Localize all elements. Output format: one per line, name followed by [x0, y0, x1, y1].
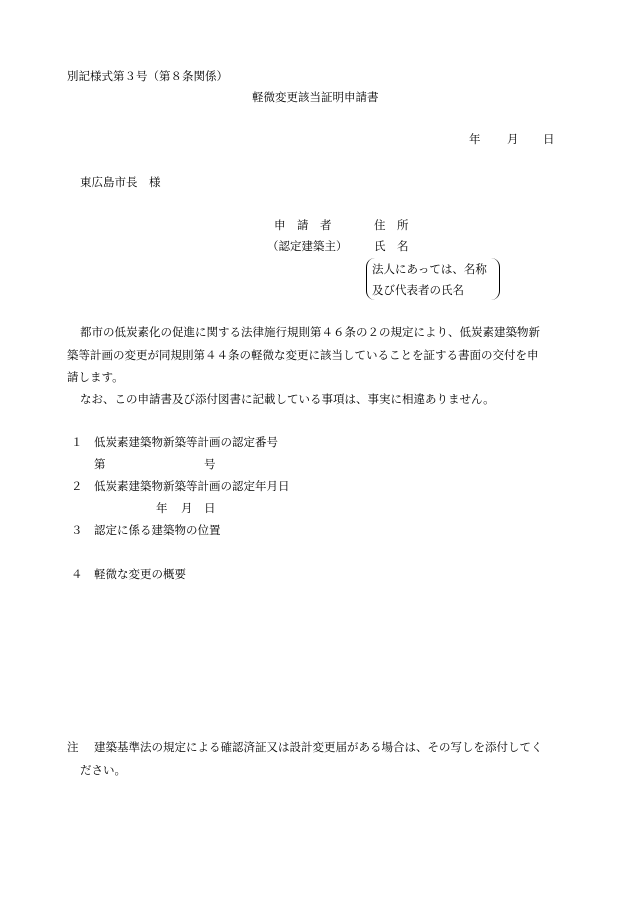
addressee: 東広島市長 様 — [80, 175, 161, 189]
applicant-role-note: （認定建築主） — [267, 239, 348, 253]
item4-number: ４ — [71, 567, 83, 581]
item3-number: ３ — [71, 523, 83, 537]
body-para2: なお、この申請書及び添付図書に記載している事項は、事実に相違ありません。 — [80, 392, 495, 406]
item2-month: 月 — [181, 501, 193, 515]
item2-number: ２ — [71, 479, 83, 493]
form-label: 別記様式第３号（第８条関係） — [67, 69, 228, 83]
document-title: 軽微変更該当証明申請書 — [252, 90, 379, 104]
corporation-note-line2: 及び代表者の氏名 — [372, 283, 464, 297]
name-label: 氏 名 — [374, 239, 409, 253]
item3-label: 認定に係る建築物の位置 — [94, 523, 221, 537]
item4-label: 軽微な変更の概要 — [94, 567, 186, 581]
date-month: 月 — [507, 132, 519, 146]
item1-prefix: 第 — [94, 457, 106, 471]
item2-year: 年 — [156, 501, 168, 515]
address-label: 住 所 — [374, 218, 409, 232]
body-para1-line2: 築等計画の変更が同規則第４４条の軽微な変更に該当していることを証する書面の交付を申 — [67, 348, 539, 362]
item1-suffix: 号 — [204, 457, 216, 471]
footnote-line1: 建築基準法の規定による確認済証又は設計変更届がある場合は、その写しを添付してく — [94, 740, 543, 754]
corporation-note-line1: 法人にあっては、名称 — [372, 262, 487, 276]
footnote-label: 注 — [67, 740, 79, 754]
item2-label: 低炭素建築物新築等計画の認定年月日 — [94, 479, 290, 493]
applicant-role: 申 請 者 — [274, 218, 332, 232]
body-para1-line3: 請します。 — [67, 370, 124, 384]
date-year: 年 — [469, 132, 481, 146]
footnote-line2: ださい。 — [80, 763, 126, 777]
date-day: 日 — [543, 132, 555, 146]
item2-day: 日 — [204, 501, 216, 515]
item1-label: 低炭素建築物新築等計画の認定番号 — [94, 435, 278, 449]
body-para1-line1: 都市の低炭素化の促進に関する法律施行規則第４６条の２の規定により、低炭素建築物新 — [80, 325, 540, 339]
item1-number: １ — [71, 435, 83, 449]
